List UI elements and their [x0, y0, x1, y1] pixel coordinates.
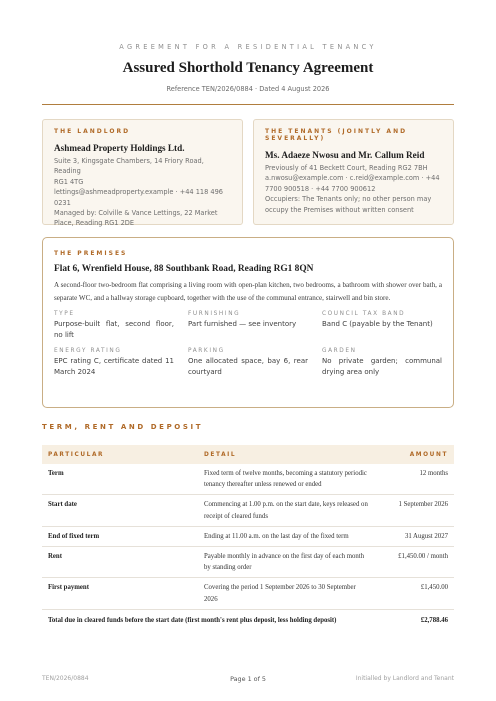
landlord-line: Suite 3, Kingsgate Chambers, 14 Friory Road, Reading: [54, 157, 204, 176]
tenants-name: Ms. Adaeze Nwosu and Mr. Callum Reid: [265, 150, 425, 160]
table-header-row: [42, 445, 454, 464]
document-reference: Reference TEN/2026/0884 · Dated 4 August 2026: [166, 85, 330, 93]
fact-parking: [188, 348, 308, 378]
column-header-particular: PARTICULAR: [42, 445, 198, 464]
row-detail: Ending at 11.00 a.m. on the last day of the fixed term: [198, 526, 376, 546]
fact-value: Purpose-built flat, second floor, no lift: [54, 320, 174, 339]
row-particular: Term: [42, 464, 198, 495]
row-detail: Payable monthly in advance on the first day of each month by standing order: [198, 547, 376, 578]
document-title: Assured Shorthold Tenancy Agreement: [122, 60, 374, 76]
footer-reference: TEN/2026/0884: [42, 675, 89, 682]
document-kicker: AGREEMENT FOR A RESIDENTIAL TENANCY: [119, 43, 377, 51]
footer-initials-note: Initialled by Landlord and Tenant: [355, 675, 454, 682]
table-row: [42, 578, 454, 609]
terms-heading: TERM, RENT AND DEPOSIT: [42, 423, 204, 431]
premises-description: A second-floor two-bedroom flat comprising a living room with open-plan kitchen, two bedrooms, a bathroom with shower over bath, a separate WC, and a hallway storage cupboard, together with the use of the communal entrance, stairwell and bin store.: [54, 281, 442, 302]
premises-address: Flat 6, Wrenfield House, 88 Southbank Road, Reading RG1 8QN: [54, 264, 314, 274]
header-divider: [42, 104, 454, 105]
landlord-heading: THE LANDLORD: [54, 128, 131, 135]
row-particular: Rent: [42, 547, 198, 578]
fact-energy-rating: [54, 348, 174, 378]
row-amount: 12 months: [376, 464, 454, 495]
landlord-name: Ashmead Property Holdings Ltd.: [54, 143, 185, 153]
row-detail: Fixed term of twelve months, becoming a statutory periodic tenancy thereafter unless renewed or ended: [198, 464, 376, 495]
fact-council-tax: [322, 311, 442, 341]
premises-panel: [42, 237, 454, 408]
fact-label: ENERGY RATING: [54, 348, 122, 354]
column-header-detail: DETAIL: [198, 445, 376, 464]
fact-furnishing: [188, 311, 308, 341]
landlord-card: [42, 119, 243, 228]
table-row: [42, 495, 454, 526]
landlord-line: Managed by: Colville & Vance Lettings, 22 Market: [54, 209, 218, 218]
fact-value: EPC rating C, certificate dated 11 March 2024: [54, 357, 174, 376]
fact-value: Band C (payable by the Tenant): [322, 320, 433, 328]
row-amount: 31 August 2027: [376, 526, 454, 546]
tenants-heading: THE TENANTS (JOINTLY AND SEVERALLY): [265, 128, 408, 142]
table-row: [42, 526, 454, 546]
total-row: [42, 609, 454, 630]
row-particular: Start date: [42, 495, 198, 526]
table-row: [42, 464, 454, 495]
row-amount: 1 September 2026: [376, 495, 454, 526]
landlord-details: [54, 156, 231, 229]
row-particular: First payment: [42, 578, 198, 609]
row-particular: End of fixed term: [42, 526, 198, 546]
landlord-line: 0231: [54, 198, 71, 207]
tenants-line: Occupiers: The Tenants only; no other person may: [265, 195, 432, 204]
tenants-card: [253, 119, 454, 225]
row-detail: Commencing at 1.00 p.m. on the start date, keys released on receipt of cleared funds: [198, 495, 376, 526]
fact-label: GARDEN: [322, 348, 357, 354]
fact-value: No private garden; communal drying area only: [322, 357, 442, 376]
fact-garden: [322, 348, 442, 378]
row-amount: £1,450.00: [376, 578, 454, 609]
tenants-details: [265, 163, 442, 215]
table-row: [42, 547, 454, 578]
landlord-line: RG1 4TG: [54, 177, 84, 186]
landlord-line: Place, Reading RG1 2DE: [54, 219, 135, 228]
column-header-amount: AMOUNT: [376, 445, 454, 464]
page-footer: [42, 675, 454, 685]
row-amount: £1,450.00 / month: [376, 547, 454, 578]
fact-label: COUNCIL TAX BAND: [322, 311, 406, 317]
fact-value: One allocated space, bay 6, rear courtyard: [188, 357, 308, 376]
fact-type: [54, 311, 174, 341]
total-label: Total due in cleared funds before the start date (first month's rent plus deposit, less holding deposit): [42, 609, 376, 630]
fact-label: TYPE: [54, 311, 75, 317]
tenants-line: occupy the Premises without written consent: [265, 205, 414, 214]
landlord-line: lettings@ashmeadproperty.example · +44 118 496: [54, 188, 223, 197]
tenants-line: a.nwosu@example.com · c.reid@example.com · +44: [265, 174, 440, 183]
row-detail: Covering the period 1 September 2026 to 30 September 2026: [198, 578, 376, 609]
premises-heading: THE PREMISES: [54, 250, 128, 257]
premises-facts: [54, 311, 442, 378]
terms-table: [42, 445, 454, 630]
fact-value: Part furnished — see inventory: [188, 320, 297, 328]
total-amount: £2,788.46: [376, 609, 454, 630]
footer-page-number: Page 1 of 5: [230, 675, 266, 683]
tenants-line: 7700 900518 · +44 7700 900612: [265, 184, 376, 193]
fact-label: PARKING: [188, 348, 225, 354]
tenants-line: Previously of 41 Beckett Court, Reading RG2 7BH: [265, 164, 428, 172]
fact-label: FURNISHING: [188, 311, 241, 317]
